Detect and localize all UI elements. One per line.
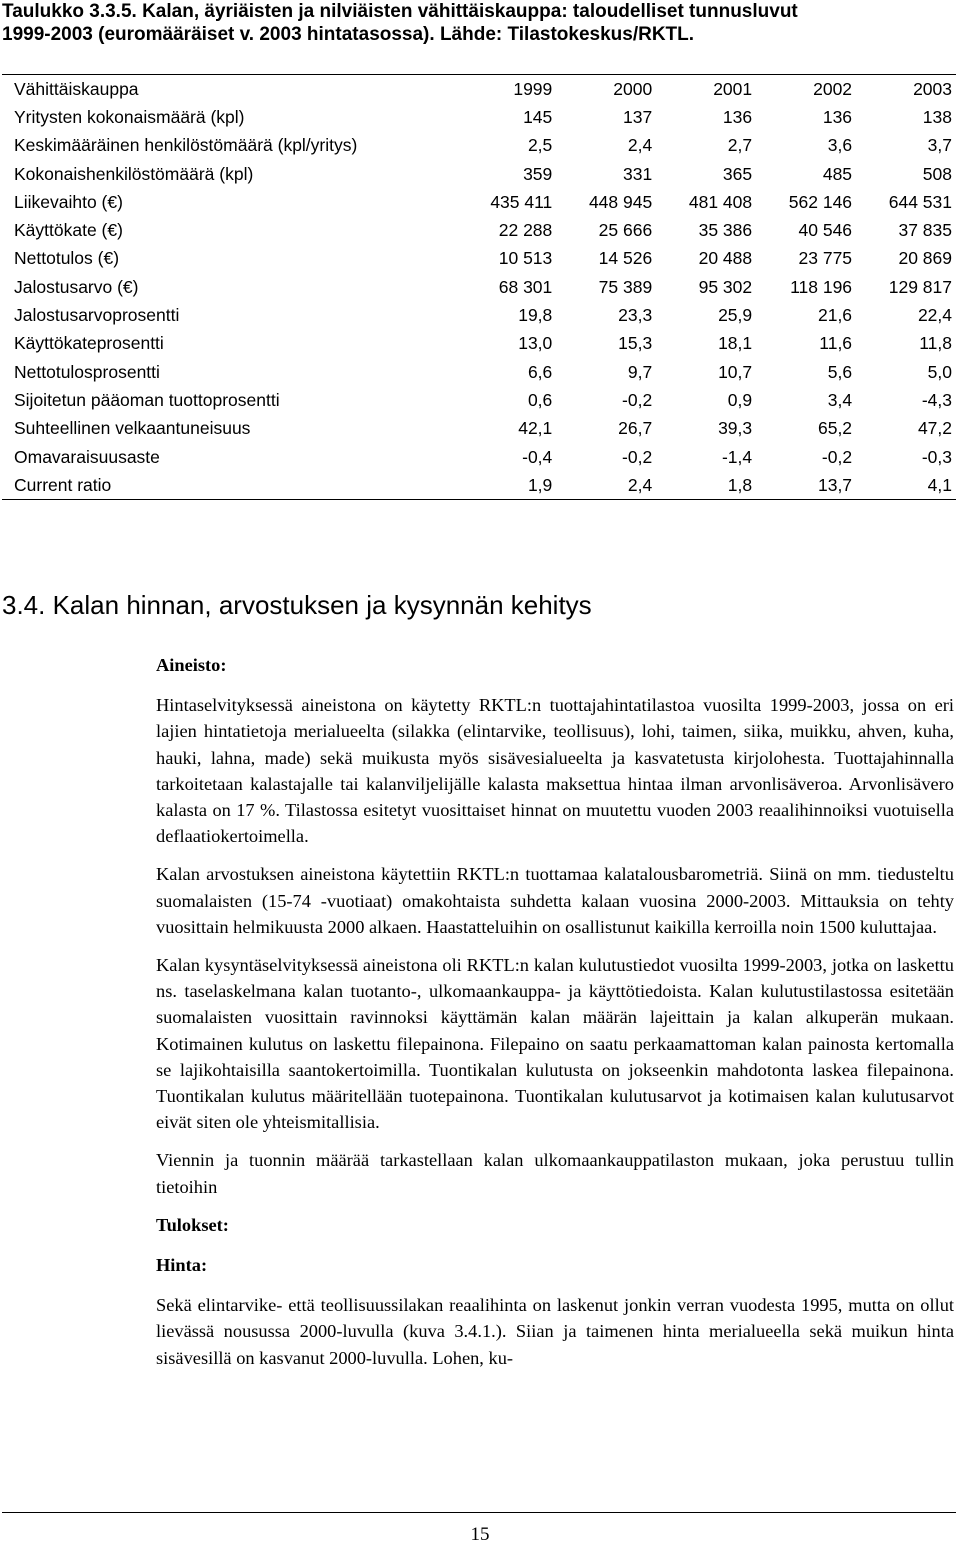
table-row xyxy=(2,386,956,414)
cell-value: 20 488 xyxy=(698,248,753,269)
cell-value: 9,7 xyxy=(627,361,653,382)
cell-value: 3,7 xyxy=(927,135,952,156)
cell-value: 26,7 xyxy=(618,418,653,439)
cell-value: 6,6 xyxy=(527,361,553,382)
row-label: Liikevaihto (€) xyxy=(14,191,123,212)
cell-value: 2,7 xyxy=(727,135,753,156)
row-label: Käyttökate (€) xyxy=(14,220,123,241)
row-label: Kokonaishenkilöstömäärä (kpl) xyxy=(14,163,254,184)
cell-value: 145 xyxy=(523,106,553,127)
row-label: Sijoitetun pääoman tuottoprosentti xyxy=(14,389,280,410)
table-row xyxy=(2,301,956,329)
cell-value: 18,1 xyxy=(718,333,753,354)
cell-value: 138 xyxy=(922,106,952,127)
cell-value: 331 xyxy=(623,163,653,184)
cell-value: 40 546 xyxy=(798,220,853,241)
table-row xyxy=(2,415,956,443)
table-caption xyxy=(2,0,952,46)
table-row xyxy=(2,330,956,358)
cell-value: 47,2 xyxy=(917,418,952,439)
cell-value: 2,4 xyxy=(627,474,653,495)
cell-value: 359 xyxy=(523,163,553,184)
caption-line-2: 1999-2003 (euromääräiset v. 2003 hintatasossa). Lähde: Tilastokeskus/RKTL. xyxy=(2,24,695,45)
header-year-2003: 2003 xyxy=(913,78,952,99)
cell-value: 3,4 xyxy=(827,389,853,410)
cell-value: 0,6 xyxy=(527,389,553,410)
cell-value: 485 xyxy=(822,163,853,184)
cell-value: 5,0 xyxy=(927,361,952,382)
footer-divider xyxy=(2,1512,956,1513)
cell-value: 365 xyxy=(722,163,753,184)
cell-value: 5,6 xyxy=(827,361,853,382)
table-row xyxy=(2,160,956,188)
cell-value: 39,3 xyxy=(718,418,753,439)
cell-value: 22,4 xyxy=(917,305,952,326)
row-label: Current ratio xyxy=(14,474,112,495)
cell-value: 1,9 xyxy=(527,474,553,495)
cell-value: -0,3 xyxy=(921,446,952,467)
table-row xyxy=(2,443,956,471)
cell-value: -0,2 xyxy=(622,389,653,410)
section-content xyxy=(156,652,954,1383)
table-header-row xyxy=(2,75,956,104)
cell-value: 25,9 xyxy=(718,305,753,326)
cell-value: 75 389 xyxy=(598,276,653,297)
tulokset-heading: Tulokset: xyxy=(156,1214,229,1235)
row-label: Käyttökateprosentti xyxy=(14,333,164,354)
cell-value: 23 775 xyxy=(798,248,853,269)
table-row xyxy=(2,103,956,131)
row-label: Nettotulosprosentti xyxy=(14,361,160,382)
header-label: Vähittäiskauppa xyxy=(14,78,139,99)
header-year-1999: 1999 xyxy=(513,78,553,99)
cell-value: 35 386 xyxy=(698,220,753,241)
cell-value: 68 301 xyxy=(498,276,553,297)
table-row xyxy=(2,216,956,244)
cell-value: 1,8 xyxy=(727,474,753,495)
row-label: Omavaraisuusaste xyxy=(14,446,160,467)
section-heading: 3.4. Kalan hinnan, arvostuksen ja kysynnän kehitys xyxy=(2,590,592,620)
cell-value: 435 411 xyxy=(490,191,553,212)
cell-value: 481 408 xyxy=(688,191,753,212)
header-year-2002: 2002 xyxy=(813,78,853,99)
body-paragraph: Hintaselvityksessä aineistona on käytetty RKTL:n tuottajahintatilastoa vuosilta 1999-2003, jossa on eri lajien hintatietoja merialueelta (silakka (elintarvike, teollisuus), lohi, taimen, siika, muikku, ahven, kuha, hauki, lahna, made) sekä muikusta myös sisävesialueelta ja kasvatetusta kirjolohesta. Tuottajahinnalla tarkoitetaan kalastajalle tai kalanviljelijälle kalasta maksettua hintaa ilman arvonlisäveroa. Arvonlisävero kalasta on 17 %. Tilastossa esitetyt vuosittaiset hinnat on muutettu vuoden 2003 reaalihinnoiksi vuotuisella deflaatiokertoimella. xyxy=(156,695,954,847)
table-header xyxy=(2,75,956,104)
body-paragraph: Kalan kysyntäselvityksessä aineistona oli RKTL:n kalan kulutustiedot vuosilta 1999-2003, jotka on laskettu ns. taselaskelmana kalan tuotanto-, ulkomaankauppa- ja käyttötiedoista. Kalan kulutustilastossa esitetään suomalaisten vuosittain ravinnoksi käyttämän kalan määrän lajeittain ja kalan alkuperän mukaan. Kotimainen kulutus on laskettu filepainona. Filepaino on saatu perkaamattoman kalan painosta kertomalla se lajikohtaisilla saantokertoimilla. Tuontikalan kulutusta on jokseenkin mahdotonta laskea filepainona. Tuontikalan kulutus määritellään tuotepainona. Tuontikalan kulutusarvot ja kotimaisen kalan kulutusarvot eivät siten ole yhteismitallisia. xyxy=(156,955,954,1133)
table-row xyxy=(2,471,956,500)
cell-value: 19,8 xyxy=(518,305,553,326)
cell-value: 22 288 xyxy=(498,220,553,241)
row-label: Jalostusarvo (€) xyxy=(14,276,139,297)
cell-value: 15,3 xyxy=(618,333,653,354)
row-label: Jalostusarvoprosentti xyxy=(14,305,180,326)
cell-value: 0,9 xyxy=(727,389,753,410)
table-row xyxy=(2,188,956,216)
retail-statistics-table xyxy=(2,74,956,500)
cell-value: 136 xyxy=(822,106,853,127)
cell-value: -0,2 xyxy=(821,446,853,467)
cell-value: 37 835 xyxy=(898,220,952,241)
body-paragraph: Kalan arvostuksen aineistona käytettiin RKTL:n tuottamaa kalatalousbarometriä. Siinä on mm. tiedusteltu suomalaisten (15-74 -vuotiaat) omakohtaista suhdetta kalaan vuosina 2000-2003. Mittauksia on tehty vuosittain helmikuusta 2000 alkaen. Haastatteluihin on osallistunut kaikilla kerroilla noin 1500 kuluttajaa. xyxy=(156,864,954,937)
cell-value: 2,4 xyxy=(627,135,653,156)
cell-value: 3,6 xyxy=(827,135,853,156)
cell-value: 42,1 xyxy=(518,418,553,439)
cell-value: 11,8 xyxy=(919,333,952,354)
cell-value: 95 302 xyxy=(698,276,753,297)
cell-value: 129 817 xyxy=(888,276,952,297)
cell-value: 13,0 xyxy=(518,333,553,354)
cell-value: 136 xyxy=(722,106,753,127)
cell-value: -4,3 xyxy=(921,389,952,410)
cell-value: 4,1 xyxy=(927,474,952,495)
cell-value: 11,6 xyxy=(819,333,853,354)
body-paragraph: Viennin ja tuonnin määrää tarkastellaan kalan ulkomaankauppatilaston mukaan, joka perustuu tullin tietoihin xyxy=(156,1150,954,1197)
cell-value: -0,4 xyxy=(522,446,553,467)
table-row xyxy=(2,132,956,160)
cell-value: 644 531 xyxy=(888,191,952,212)
table-row xyxy=(2,358,956,386)
header-year-2000: 2000 xyxy=(613,78,653,99)
hinta-heading: Hinta: xyxy=(156,1255,208,1276)
caption-line-1: Taulukko 3.3.5. Kalan, äyriäisten ja nilviäisten vähittäiskauppa: taloudelliset tunnusluvut xyxy=(2,1,798,22)
cell-value: -1,4 xyxy=(721,446,753,467)
cell-value: 10 513 xyxy=(498,248,553,269)
table-body xyxy=(2,103,956,500)
cell-value: 21,6 xyxy=(817,305,853,326)
table-row xyxy=(2,245,956,273)
aineisto-heading: Aineisto: xyxy=(156,655,227,675)
cell-value: 25 666 xyxy=(598,220,653,241)
cell-value: 13,7 xyxy=(817,474,853,495)
cell-value: 118 196 xyxy=(790,276,853,297)
cell-value: -0,2 xyxy=(622,446,653,467)
cell-value: 14 526 xyxy=(598,248,653,269)
row-label: Suhteellinen velkaantuneisuus xyxy=(14,418,251,439)
cell-value: 65,2 xyxy=(817,418,853,439)
cell-value: 508 xyxy=(922,163,952,184)
row-label: Nettotulos (€) xyxy=(14,248,120,269)
row-label: Keskimääräinen henkilöstömäärä (kpl/yritys) xyxy=(14,135,358,156)
cell-value: 137 xyxy=(623,106,653,127)
row-label: Yritysten kokonaismäärä (kpl) xyxy=(14,106,245,127)
hinta-paragraph: Sekä elintarvike- että teollisuussilakan reaalihinta on laskenut jonkin verran vuodesta 1995, mutta on ollut lievässä nousussa 2000-luvulla (kuva 3.4.1.). Siian ja taimenen hinta merialueella sekä muikun hinta sisävesillä on kasvanut 2000-luvulla. Lohen, ku- xyxy=(156,1295,954,1368)
header-year-2001: 2001 xyxy=(713,78,753,99)
cell-value: 448 945 xyxy=(588,191,653,212)
page-number: 15 xyxy=(470,1524,490,1545)
table-row xyxy=(2,273,956,301)
cell-value: 10,7 xyxy=(718,361,753,382)
cell-value: 23,3 xyxy=(618,305,653,326)
cell-value: 20 869 xyxy=(898,248,952,269)
cell-value: 2,5 xyxy=(527,135,553,156)
cell-value: 562 146 xyxy=(788,191,853,212)
